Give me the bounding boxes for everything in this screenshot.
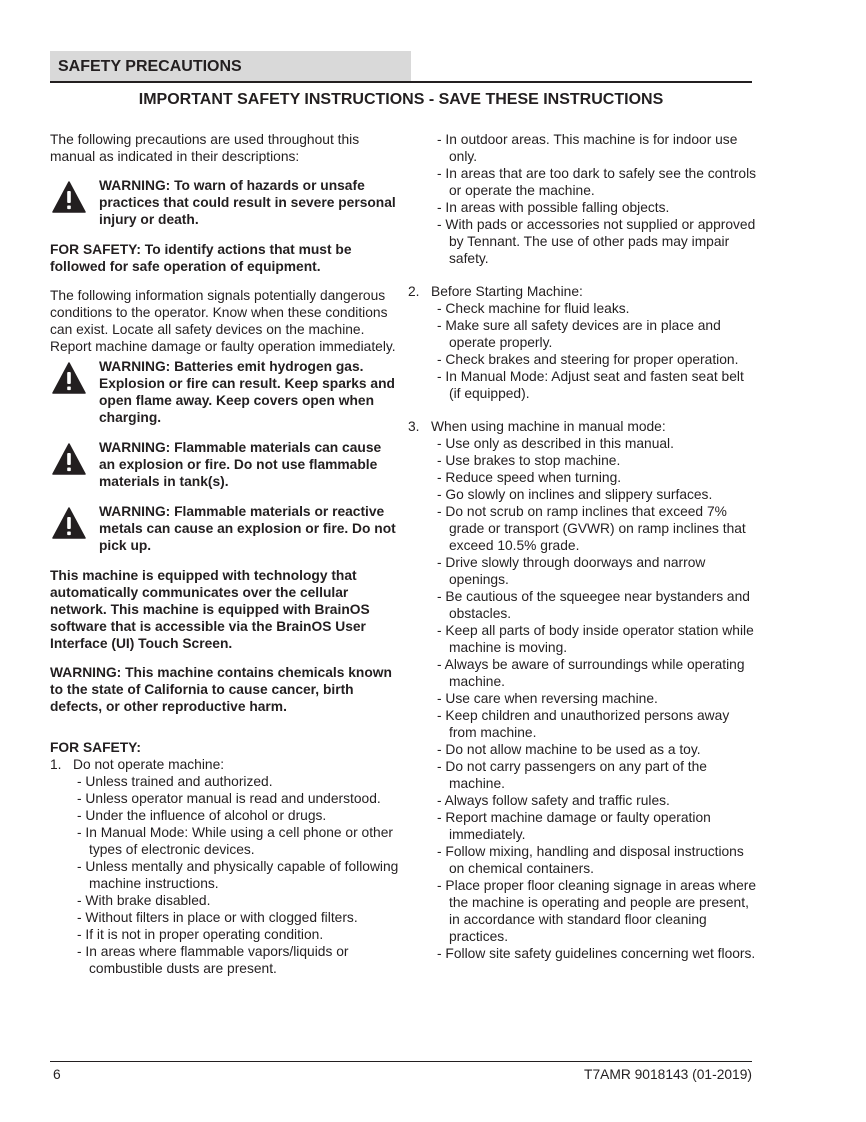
intro-text: The following precautions are used throughout this manual as indicated in their descriptions:	[50, 132, 360, 164]
for-safety-definition: FOR SAFETY: To identify actions that must be followed for safe operation of equipment.	[50, 242, 352, 274]
item-1-heading: 1. Do not operate machine:	[50, 757, 225, 772]
list-item: - Make sure all safety devices are in place and operate properly.	[437, 318, 721, 350]
list-item: - Do not scrub on ramp inclines that exceed 7% grade or transport (GVWR) on ramp inclines that exceed 10.5% grade.	[437, 504, 746, 553]
list-item: - Unless mentally and physically capable of following machine instructions.	[77, 859, 399, 891]
list-item: - Use brakes to stop machine.	[437, 453, 621, 468]
section-title: SAFETY PRECAUTIONS	[50, 51, 411, 81]
warning-triangle-icon	[52, 507, 86, 539]
list-item: - Without filters in place or with clogged filters.	[77, 910, 358, 925]
list-item: - Do not allow machine to be used as a toy.	[437, 742, 701, 757]
list-item: - Place proper floor cleaning signage in areas where the machine is operating and people are present, in accordance with standard floor cleaning practices.	[437, 878, 757, 944]
list-item: - Reduce speed when turning.	[437, 470, 622, 485]
for-safety-heading: FOR SAFETY:	[50, 740, 141, 755]
list-item: - Always follow safety and traffic rules.	[437, 793, 670, 808]
list-item: - If it is not in proper operating condition.	[77, 927, 324, 942]
item-3-heading: 3. When using machine in manual mode:	[408, 419, 666, 434]
list-item: - In areas that are too dark to safely see the controls or operate the machine.	[437, 166, 757, 198]
list-item: - Check brakes and steering for proper operation.	[437, 352, 739, 367]
page-number: 6	[53, 1067, 61, 1082]
list-item: - Follow mixing, handling and disposal instructions on chemical containers.	[437, 844, 744, 876]
warning-reactive: WARNING: Flammable materials or reactive metals can cause an explosion or fire. Do not pick up.	[50, 503, 400, 554]
warning-triangle-icon	[52, 443, 86, 475]
item-1-list-continued	[408, 131, 758, 267]
list-item: - Under the influence of alcohol or drugs.	[77, 808, 327, 823]
item-3-list	[408, 435, 758, 962]
list-item: - In Manual Mode: While using a cell phone or other types of electronic devices.	[77, 825, 393, 857]
warning-definition: WARNING: To warn of hazards or unsafe practices that could result in severe personal injury or death.	[50, 177, 400, 228]
list-item: - Unless operator manual is read and understood.	[77, 791, 381, 806]
technology-notice: This machine is equipped with technology that automatically communicates over the cellular network. This machine is equipped with BrainOS software that is accessible via the BrainOS User Interface (UI) Touch Screen.	[50, 568, 370, 651]
list-item: - Always be aware of surroundings while operating machine.	[437, 657, 745, 689]
item-1-list	[50, 773, 400, 977]
header-rule	[50, 81, 752, 83]
right-column	[408, 131, 758, 962]
document-id: T7AMR 9018143 (01-2019)	[584, 1067, 752, 1082]
list-item: - In outdoor areas. This machine is for indoor use only.	[437, 132, 738, 164]
list-item: - Keep children and unauthorized persons away from machine.	[437, 708, 730, 740]
list-item: - Unless trained and authorized.	[77, 774, 273, 789]
warning-triangle-icon	[52, 362, 86, 394]
california-warning: WARNING: This machine contains chemicals known to the state of California to cause cancer, birth defects, or other reproductive harm.	[50, 665, 392, 714]
left-column	[50, 131, 400, 977]
list-item: - Drive slowly through doorways and narrow openings.	[437, 555, 706, 587]
warning-flammable: WARNING: Flammable materials can cause an explosion or fire. Do not use flammable materials in tank(s).	[50, 439, 400, 490]
list-item: - Keep all parts of body inside operator station while machine is moving.	[437, 623, 754, 655]
list-item: - Use care when reversing machine.	[437, 691, 658, 706]
warning-batteries: WARNING: Batteries emit hydrogen gas. Explosion or fire can result. Keep sparks and open flame away. Keep covers open when charging.	[50, 358, 400, 426]
footer-rule	[50, 1061, 752, 1062]
page-subtitle: IMPORTANT SAFETY INSTRUCTIONS - SAVE THESE INSTRUCTIONS	[138, 91, 664, 108]
list-item: - Report machine damage or faulty operation immediately.	[437, 810, 711, 842]
list-item: - Be cautious of the squeegee near bystanders and obstacles.	[437, 589, 750, 621]
list-item: - With brake disabled.	[77, 893, 211, 908]
list-item: - Go slowly on inclines and slippery surfaces.	[437, 487, 713, 502]
list-item: - Do not carry passengers on any part of the machine.	[437, 759, 707, 791]
warning-triangle-icon	[52, 181, 86, 213]
list-item: - Use only as described in this manual.	[437, 436, 674, 451]
list-item: - With pads or accessories not supplied or approved by Tennant. The use of other pads may impair safety.	[437, 217, 756, 266]
list-item: - Follow site safety guidelines concerning wet floors.	[437, 946, 756, 961]
list-item: - In areas with possible falling objects.	[437, 200, 670, 215]
signals-intro: The following information signals potentially dangerous conditions to the operator. Know when these conditions can exist. Locate all safety devices on the machine. Report machine damage or faulty operation immediately.	[50, 288, 396, 354]
list-item: - Check machine for fluid leaks.	[437, 301, 630, 316]
item-2-list	[408, 300, 758, 402]
item-2-heading: 2. Before Starting Machine:	[408, 284, 583, 299]
list-item: - In areas where flammable vapors/liquids or combustible dusts are present.	[77, 944, 349, 976]
list-item: - In Manual Mode: Adjust seat and fasten seat belt (if equipped).	[437, 369, 744, 401]
